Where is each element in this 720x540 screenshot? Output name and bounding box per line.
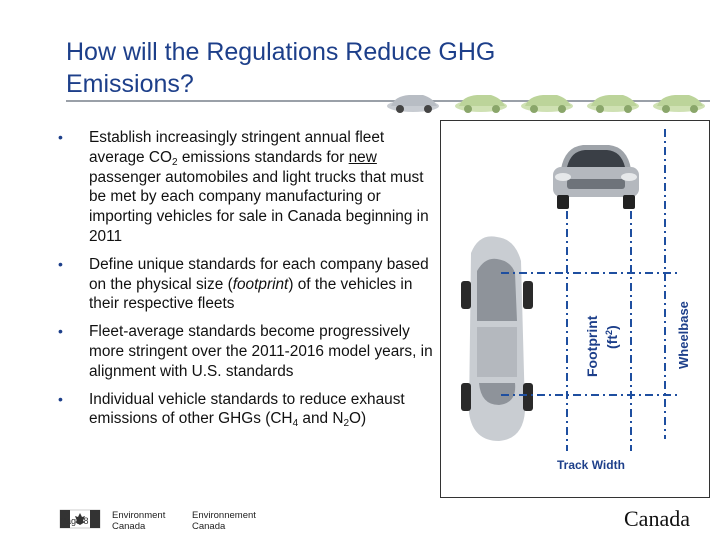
bullet-item xyxy=(54,255,434,314)
bullet-text: Establish increasingly stringent annual fleet average $CO_2$ emissions standards for new passenger automobiles and light trucks that must be met by each company manufacturing or importing vehicles for sale in Canada beginning in 2011 xyxy=(89,129,429,245)
bullet-item xyxy=(54,128,434,247)
vehicle-dimension-diagram xyxy=(440,120,710,498)
bullet-dot: • xyxy=(58,129,63,145)
car-silhouette-icon xyxy=(653,95,705,113)
car-front-view-icon xyxy=(553,145,639,209)
dept-fr-line2: Canada xyxy=(192,521,226,532)
track-width-label: Track Width xyxy=(557,458,625,472)
bullet-item xyxy=(54,390,434,430)
bullet-item xyxy=(54,322,434,381)
wheelbase-label: Wheelbase xyxy=(676,301,691,369)
car-silhouette-icon xyxy=(521,95,573,113)
footprint-unit-label: $(ft^2)$ xyxy=(604,325,620,349)
dept-en-line2: Canada xyxy=(112,521,146,532)
page-number: Page 8 xyxy=(60,516,89,526)
car-top-view-icon xyxy=(461,236,533,441)
bullet-text: Define unique standards for each company based on the physical size (footprint) of the vehicles in their respective fleets xyxy=(89,255,429,313)
car-strip-graphic xyxy=(383,86,713,114)
bullet-text: Fleet-average standards become progressively more stringent over the 2011-2016 model years, in alignment with U.S. standards xyxy=(89,323,433,380)
footprint-unit-text: (ft xyxy=(604,335,620,349)
canada-wordmark: Canada xyxy=(624,506,690,531)
car-silhouette-icon xyxy=(587,95,639,113)
footprint-label: Footprint xyxy=(584,315,600,377)
bullet-dot: • xyxy=(58,390,63,407)
diagram-canvas xyxy=(441,121,709,497)
bullet-dot: • xyxy=(58,255,63,272)
bullet-text: Individual vehicle standards to reduce exhaust emissions of other GHGs ($CH_4$ and $N_2O$) xyxy=(89,390,405,430)
car-silhouette-icon xyxy=(455,95,507,113)
footprint-unit-superscript: 2 xyxy=(604,329,614,335)
car-silhouette-icon xyxy=(387,95,439,113)
bullet-list xyxy=(54,128,434,437)
bullet-dot: • xyxy=(58,323,63,340)
slide-title: How will the Regulations Reduce GHG Emissions? xyxy=(66,38,496,98)
dept-en-line1: Environment xyxy=(112,510,166,521)
dept-fr-line1: Environnement xyxy=(192,510,256,521)
